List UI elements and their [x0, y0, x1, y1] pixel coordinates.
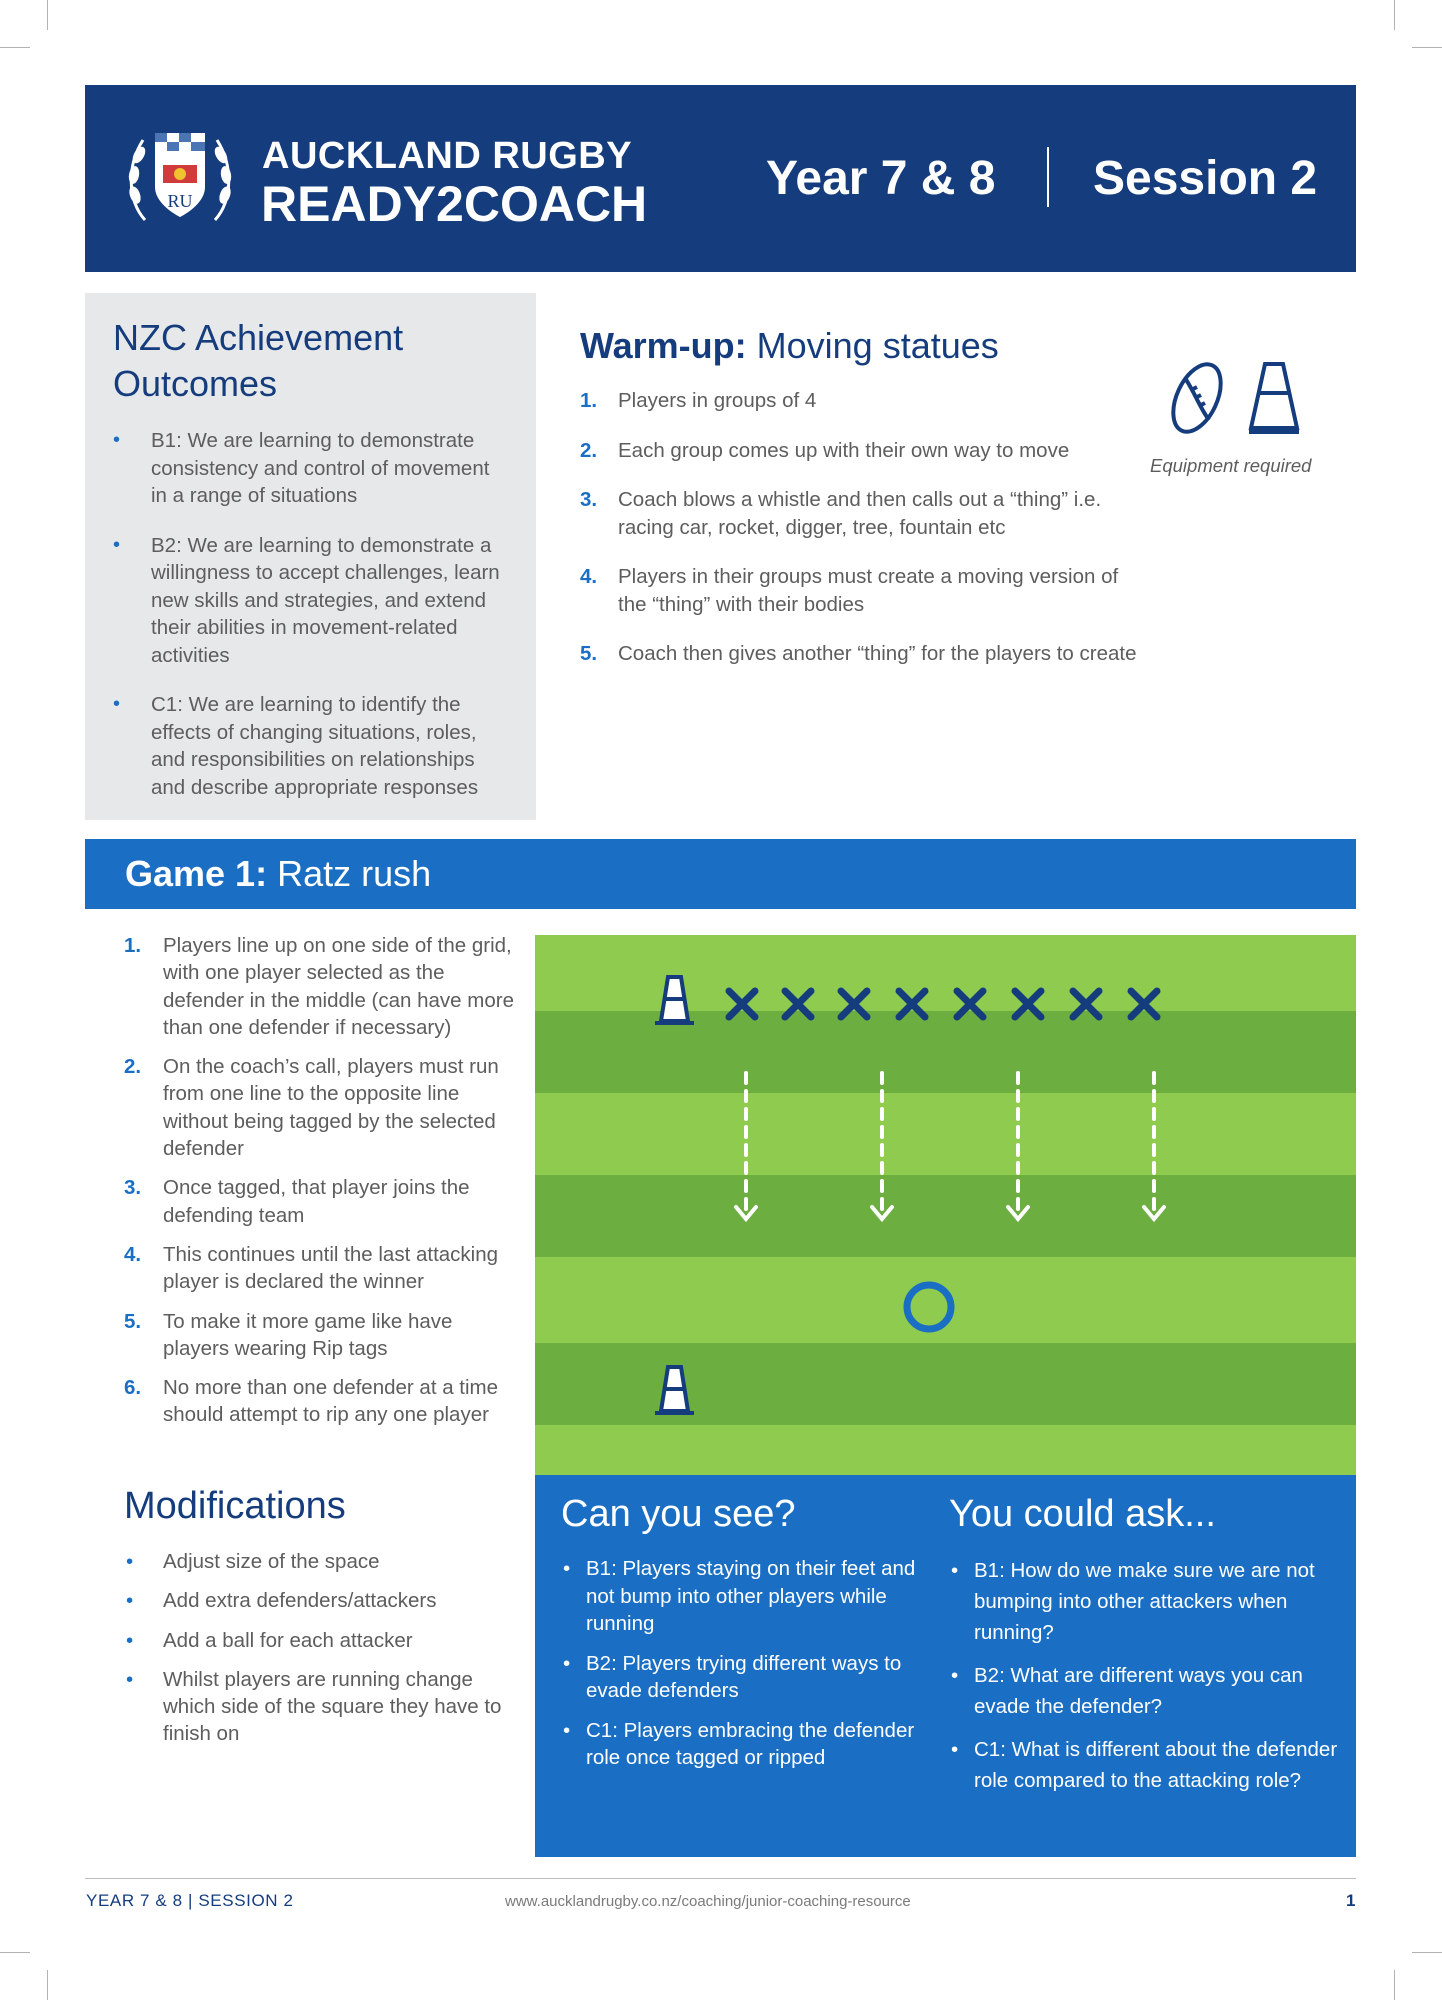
step-text: Players line up on one side of the grid, with one player selected as the defender in the middle (can have more than one defender if necessary)	[163, 934, 514, 1039]
can-you-see-title: Can you see?	[561, 1493, 796, 1535]
warmup-steps	[580, 387, 1140, 668]
page-number: 1	[1346, 1891, 1356, 1910]
step-text: No more than one defender at a time should attempt to rip any one player	[163, 1376, 499, 1427]
step-text: Players in groups of 4	[618, 389, 817, 412]
year-label: Year 7 & 8	[766, 152, 996, 205]
warmup-title-bold: Warm-up:	[580, 325, 747, 366]
modifications-list	[124, 1548, 524, 1748]
list-item	[124, 1174, 524, 1229]
crop-mark	[1394, 1970, 1395, 2000]
list-item	[124, 1241, 524, 1296]
step-text: This continues until the last attacking player is declared the winner	[163, 1242, 499, 1294]
nzc-outcomes-panel	[85, 293, 536, 820]
step-number: 5.	[580, 642, 598, 665]
warmup-title	[580, 323, 1140, 369]
list-item	[124, 932, 524, 1041]
you-could-ask-column	[949, 1489, 1339, 1808]
nzc-title	[113, 315, 508, 407]
nzc-title-line-1: NZC Achievement	[113, 317, 404, 358]
session-label: Session 2	[1093, 152, 1318, 205]
step-number: 1.	[124, 934, 142, 957]
step-number: 2.	[124, 1055, 142, 1079]
list-item	[580, 387, 1140, 415]
crop-mark	[1412, 47, 1442, 48]
step-number: 4.	[580, 565, 598, 588]
step-text: Coach blows a whistle and then calls out a “thing” i.e. racing car, rocket, digger, tree, fountain etc	[618, 488, 1102, 539]
list-item: • Whilst players are running change which side of the square they have to finish on	[124, 1666, 524, 1748]
footer-url[interactable]: www.aucklandrugby.co.nz/coaching/junior-coaching-resource	[505, 1893, 911, 1910]
list-item: • C1: We are learning to identify the effects of changing situations, roles, and responsibilities on relationships and describe appropriate responses	[113, 691, 508, 801]
you-could-ask-title: You could ask...	[949, 1493, 1216, 1535]
step-text: Players in their groups must create a moving version of the “thing” with their bodies	[618, 565, 1119, 616]
field-diagram	[535, 935, 1356, 1475]
crop-mark	[47, 0, 48, 30]
step-text: Coach then gives another “thing” for the players to create	[618, 642, 1137, 665]
crop-mark	[0, 1952, 30, 1953]
list-item	[580, 640, 1140, 668]
list-item: • Adjust size of the space	[124, 1548, 524, 1575]
brand-line-1: AUCKLAND RUGBY	[262, 135, 633, 177]
list-item: • B2: We are learning to demonstrate a willingness to accept challenges, learn new skills and strategies, and extend their abilities in movement-related activities	[113, 532, 508, 670]
game-title	[125, 852, 431, 896]
list-item: • C1: Players embracing the defender role once tagged or ripped	[561, 1717, 931, 1772]
header-divider	[1047, 147, 1049, 207]
modifications-title: Modifications	[124, 1485, 346, 1527]
warmup-title-rest: Moving statues	[746, 325, 999, 366]
crop-mark	[1412, 1952, 1442, 1953]
can-you-see-list	[561, 1555, 931, 1772]
list-item: • Add extra defenders/attackers	[124, 1587, 524, 1614]
crop-mark	[1394, 0, 1395, 30]
list-item: • B1: We are learning to demonstrate consistency and control of movement in a range of situations	[113, 427, 508, 510]
rugby-ball-icon	[1165, 358, 1230, 438]
list-item: • B2: What are different ways you can evade the defender?	[949, 1660, 1339, 1722]
equipment-caption: Equipment required	[1150, 455, 1312, 476]
step-number: 2.	[580, 438, 598, 462]
nzc-title-line-2: Outcomes	[113, 363, 278, 404]
game-title-rest: Ratz rush	[267, 853, 432, 894]
coaching-questions-panel	[535, 1475, 1356, 1857]
svg-text:RU: RU	[167, 191, 193, 211]
list-item	[124, 1053, 524, 1162]
can-you-see-column	[561, 1489, 931, 1784]
game-title-bold: Game 1:	[125, 853, 268, 894]
step-number: 3.	[124, 1176, 142, 1200]
step-text: Each group comes up with their own way to move	[618, 438, 1070, 462]
step-text: On the coach’s call, players must run from one line to the opposite line without being tagged by the selected defender	[163, 1055, 499, 1161]
you-could-ask-list	[949, 1555, 1339, 1796]
game-steps	[124, 932, 524, 1441]
step-number: 5.	[124, 1309, 142, 1333]
page-header	[85, 85, 1356, 272]
game-title-bar	[85, 839, 1356, 909]
step-number: 4.	[124, 1242, 142, 1266]
footer-divider	[85, 1878, 1356, 1879]
list-item	[124, 1374, 524, 1429]
cone-icon	[1249, 364, 1299, 432]
step-text: To make it more game like have players wearing Rip tags	[163, 1309, 453, 1360]
list-item: • B2: Players trying different ways to evade defenders	[561, 1650, 931, 1705]
warmup-section	[580, 323, 1140, 690]
step-number: 3.	[580, 488, 598, 511]
modifications-section	[124, 1482, 524, 1760]
footer-session-label: YEAR 7 & 8 | SESSION 2	[86, 1891, 294, 1910]
nzc-outcomes-list	[113, 427, 508, 801]
list-item	[580, 486, 1140, 541]
list-item: • B1: Players staying on their feet and not bump into other players while running	[561, 1555, 931, 1638]
list-item: • B1: How do we make sure we are not bumping into other attackers when running?	[949, 1555, 1339, 1648]
list-item: • Add a ball for each attacker	[124, 1627, 524, 1654]
step-number: 1.	[580, 389, 598, 412]
step-number: 6.	[124, 1376, 142, 1400]
list-item	[580, 437, 1140, 465]
step-text: Once tagged, that player joins the defending team	[163, 1176, 470, 1227]
crop-mark	[0, 47, 30, 48]
brand-line-2: READY2COACH	[261, 176, 648, 232]
list-item	[580, 563, 1140, 618]
list-item: • C1: What is different about the defender role compared to the attacking role?	[949, 1734, 1339, 1796]
list-item	[124, 1308, 524, 1363]
auckland-rugby-crest-icon	[125, 125, 235, 237]
crop-mark	[47, 1970, 48, 2000]
equipment-icons	[1165, 358, 1305, 438]
